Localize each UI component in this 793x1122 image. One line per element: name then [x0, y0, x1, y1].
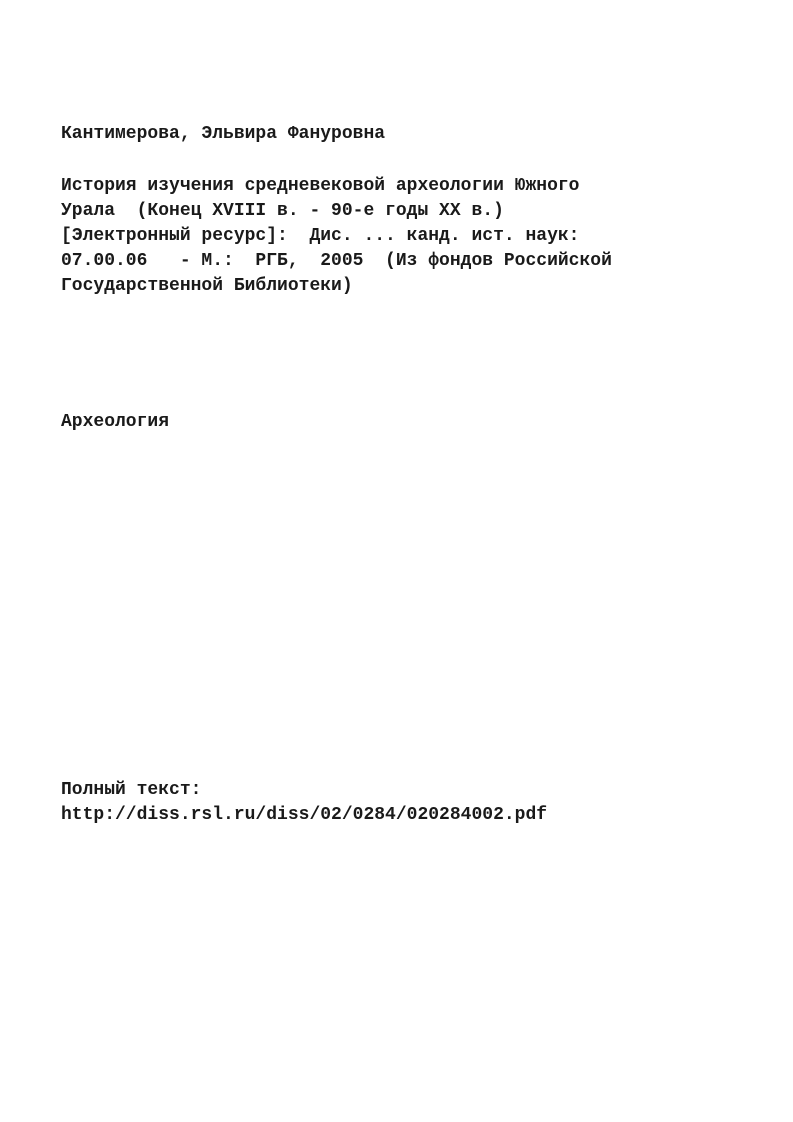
- title-line: [Электронный ресурс]: Дис. ... канд. ист. наук:: [61, 226, 580, 246]
- title-line: Государственной Библиотеки): [61, 276, 353, 296]
- fulltext-link[interactable]: http://diss.rsl.ru/diss/02/0284/020284002.pdf: [61, 805, 548, 825]
- fulltext-label: Полный текст:: [61, 780, 202, 800]
- title-line: История изучения средневековой археологии Южного: [61, 176, 580, 196]
- subject-heading: Археология: [61, 412, 170, 432]
- author-name: Кантимерова, Эльвира Фануровна: [61, 124, 386, 144]
- title-line: Урала (Конец XVIII в. - 90-е годы XX в.): [61, 201, 504, 221]
- title-line: 07.00.06 - М.: РГБ, 2005 (Из фондов Российской: [61, 251, 612, 271]
